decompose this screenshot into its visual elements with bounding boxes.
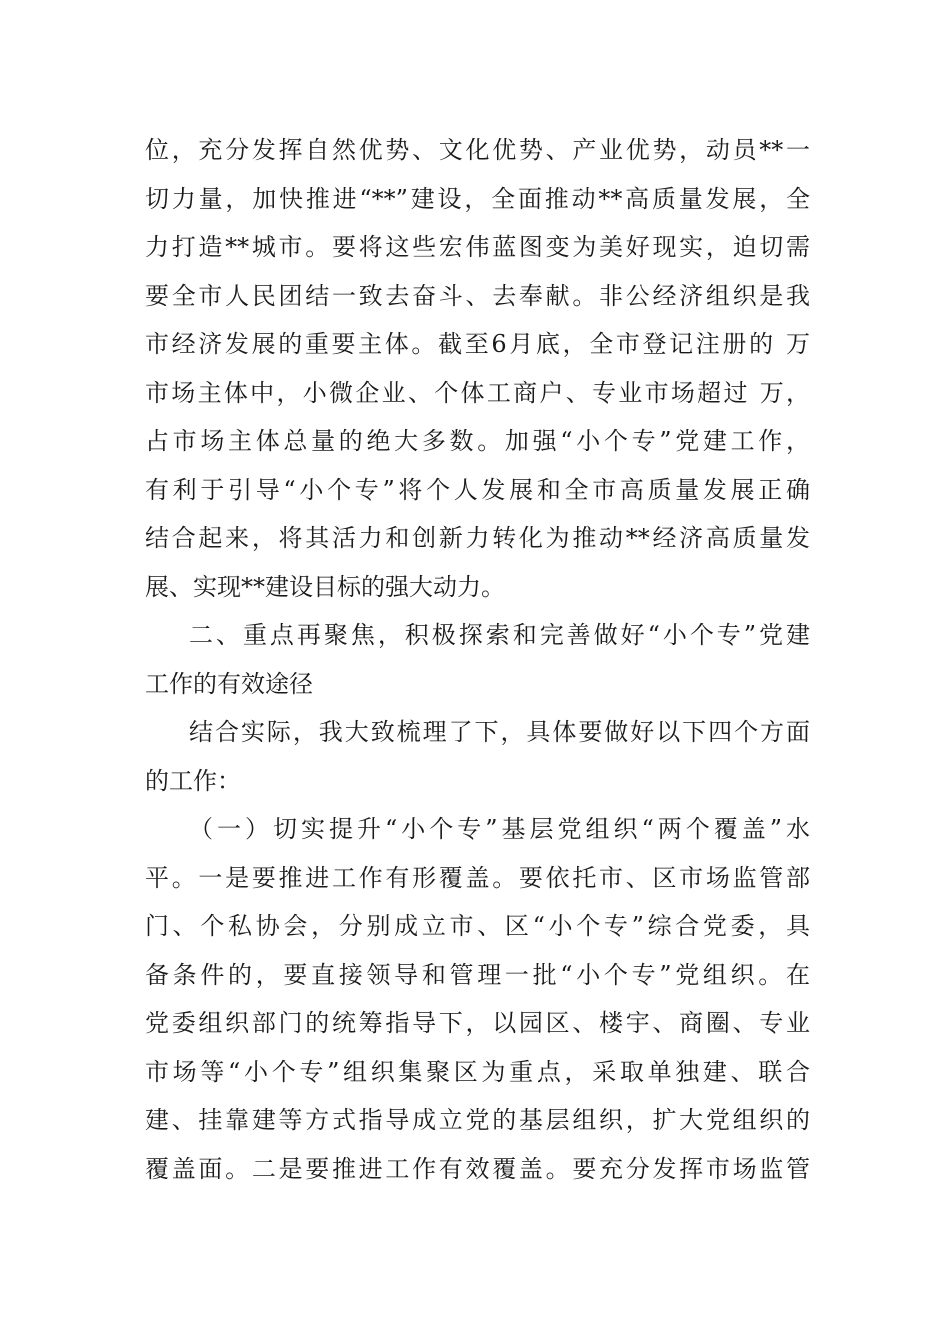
text-line: 市场等“小个专”组织集聚区为重点，采取单独建、联合 (145, 1057, 810, 1086)
text-line: 结合实际，我大致梳理了下，具体要做好以下四个方面 (189, 718, 810, 746)
text-line: 占市场主体总量的绝大多数。加强“小个专”党建工作， (145, 427, 810, 455)
text-line: 覆盖面。二是要推进工作有效覆盖。要充分发挥市场监管 (145, 1154, 810, 1183)
paragraph-intro (145, 708, 810, 805)
text-line: 有利于引导“小个专”将个人发展和全市高质量发展正确 (145, 475, 810, 504)
text-line: 结合起来，将其活力和创新力转化为推动**经济高质量发 (145, 524, 810, 552)
heading-line: 工作的有效途径 (145, 669, 313, 698)
text-line: 党委组织部门的统筹指导下，以园区、楼宇、商圈、专业 (145, 1009, 810, 1037)
text-line: 平。一是要推进工作有形覆盖。要依托市、区市场监管部 (145, 863, 810, 892)
document-page (145, 126, 810, 1193)
text-line: 的工作： (145, 766, 241, 795)
text-line: 位，充分发挥自然优势、文化优势、产业优势，动员**一 (145, 136, 810, 164)
text-line: 备条件的，要直接领导和管理一批“小个专”党组织。在 (145, 960, 810, 989)
text-line: 市经济发展的重要主体。截至6月底，全市登记注册的 万 (145, 330, 810, 358)
text-line: 切力量，加快推进“**”建设，全面推动**高质量发展，全 (145, 184, 810, 213)
paragraph-background (145, 126, 810, 611)
section-heading-two (145, 611, 810, 708)
text-line: 市场主体中，小微企业、个体工商户、专业市场超过 万， (145, 378, 810, 407)
text-line: 建、挂靠建等方式指导成立党的基层组织，扩大党组织的 (145, 1106, 810, 1134)
paragraph-subsection-one (145, 805, 810, 1193)
heading-line: 二、重点再聚焦，积极探索和完善做好“小个专”党建 (189, 621, 810, 649)
text-line: 展、实现**建设目标的强大动力。 (145, 572, 505, 601)
text-line: 门、个私协会，分别成立市、区“小个专”综合党委，具 (145, 912, 810, 940)
text-line: 要全市人民团结一致去奋斗、去奉献。非公经济组织是我 (145, 281, 810, 310)
text-line: 力打造**城市。要将这些宏伟蓝图变为美好现实，迫切需 (145, 233, 810, 261)
text-line: （一）切实提升“小个专”基层党组织“两个覆盖”水 (189, 815, 810, 843)
